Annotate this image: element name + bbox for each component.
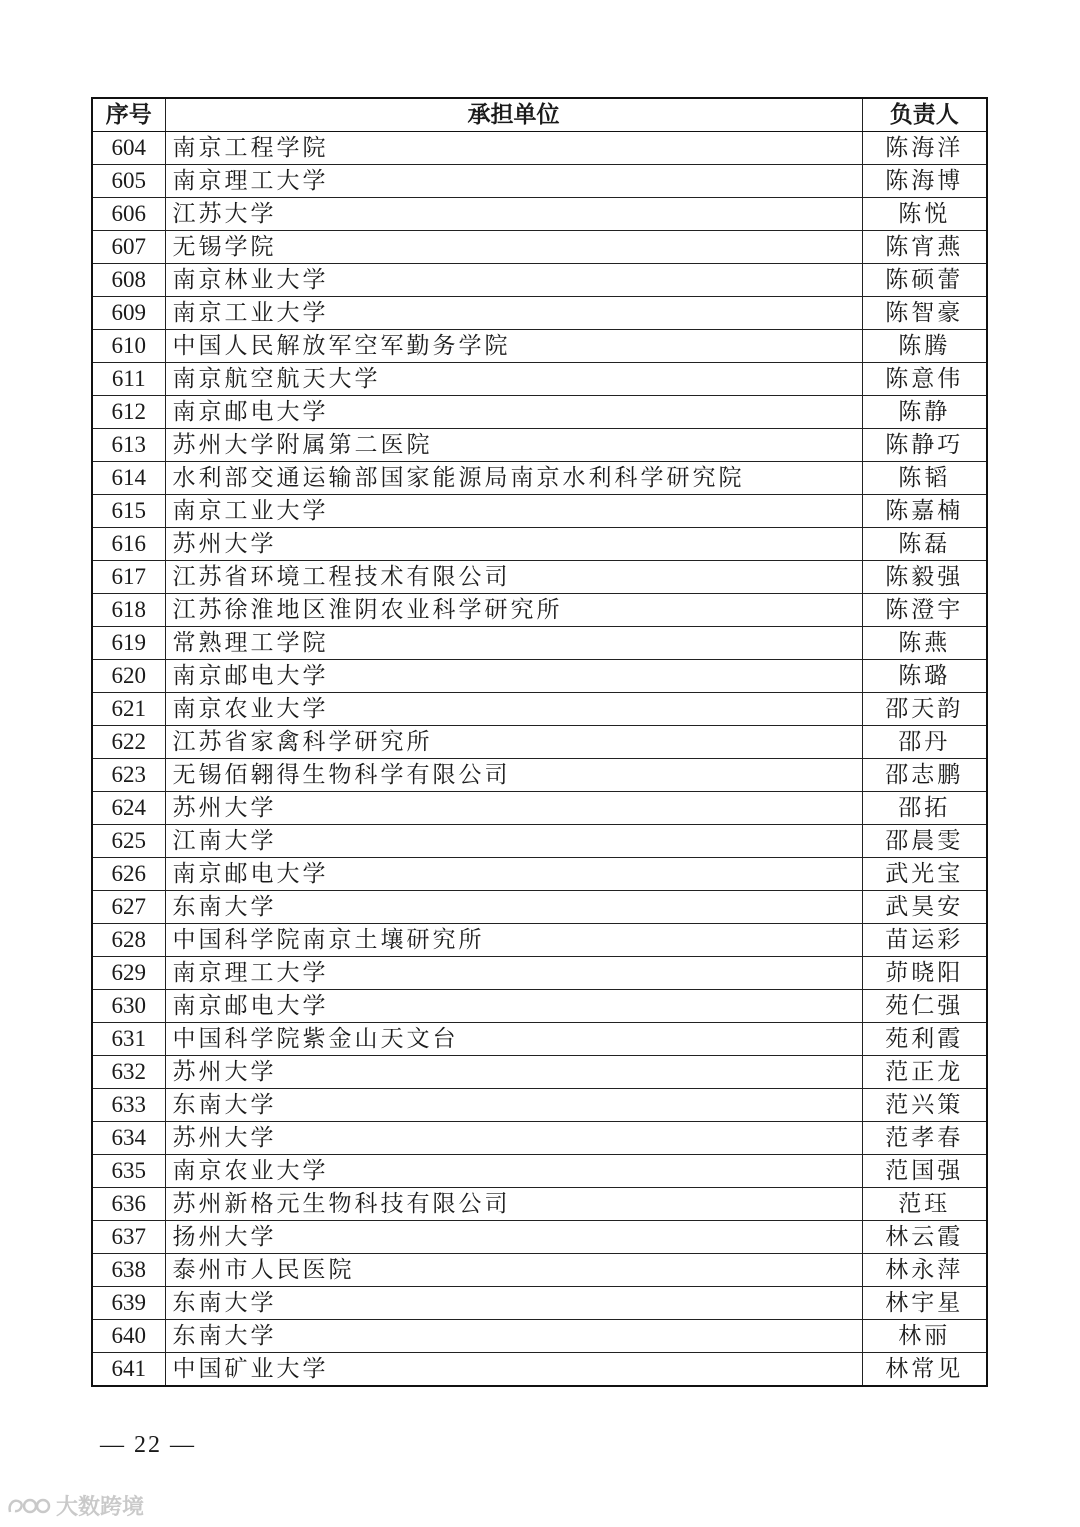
row-number: 626 xyxy=(92,858,165,891)
table-row xyxy=(92,660,987,693)
row-unit: 南京邮电大学 xyxy=(165,660,862,693)
row-unit: 中国科学院紫金山天文台 xyxy=(165,1023,862,1056)
row-person: 林常见 xyxy=(862,1353,987,1387)
row-person: 陈海博 xyxy=(862,165,987,198)
table-row xyxy=(92,363,987,396)
row-person: 邵丹 xyxy=(862,726,987,759)
row-number: 610 xyxy=(92,330,165,363)
row-number: 617 xyxy=(92,561,165,594)
row-number: 613 xyxy=(92,429,165,462)
row-unit: 无锡佰翱得生物科学有限公司 xyxy=(165,759,862,792)
row-number: 612 xyxy=(92,396,165,429)
table-row xyxy=(92,165,987,198)
row-person: 武昊安 xyxy=(862,891,987,924)
row-unit: 东南大学 xyxy=(165,891,862,924)
table-row xyxy=(92,1188,987,1221)
row-number: 624 xyxy=(92,792,165,825)
table-row xyxy=(92,990,987,1023)
row-person: 陈宵燕 xyxy=(862,231,987,264)
watermark xyxy=(6,1490,144,1521)
row-number: 619 xyxy=(92,627,165,660)
row-unit: 中国科学院南京土壤研究所 xyxy=(165,924,862,957)
row-person: 林宇星 xyxy=(862,1287,987,1320)
row-unit: 苏州大学 xyxy=(165,528,862,561)
header-number: 序号 xyxy=(92,98,165,132)
row-unit: 扬州大学 xyxy=(165,1221,862,1254)
row-unit: 苏州大学附属第二医院 xyxy=(165,429,862,462)
row-person: 邵天韵 xyxy=(862,693,987,726)
row-number: 632 xyxy=(92,1056,165,1089)
row-unit: 泰州市人民医院 xyxy=(165,1254,862,1287)
row-number: 608 xyxy=(92,264,165,297)
row-person: 范国强 xyxy=(862,1155,987,1188)
row-number: 640 xyxy=(92,1320,165,1353)
row-person: 陈硕蕾 xyxy=(862,264,987,297)
row-person: 陈海洋 xyxy=(862,132,987,165)
table-row xyxy=(92,198,987,231)
row-number: 605 xyxy=(92,165,165,198)
watermark-logo-icon xyxy=(6,1494,52,1518)
table-row xyxy=(92,528,987,561)
row-unit: 苏州新格元生物科技有限公司 xyxy=(165,1188,862,1221)
table-row xyxy=(92,726,987,759)
row-person: 邵志鹏 xyxy=(862,759,987,792)
row-person: 陈毅强 xyxy=(862,561,987,594)
row-number: 639 xyxy=(92,1287,165,1320)
row-unit: 南京工业大学 xyxy=(165,297,862,330)
row-number: 629 xyxy=(92,957,165,990)
table-row xyxy=(92,1287,987,1320)
row-person: 林永萍 xyxy=(862,1254,987,1287)
table-row xyxy=(92,825,987,858)
table-row xyxy=(92,924,987,957)
row-number: 616 xyxy=(92,528,165,561)
table-row xyxy=(92,594,987,627)
row-unit: 南京邮电大学 xyxy=(165,396,862,429)
row-number: 636 xyxy=(92,1188,165,1221)
row-person: 苗运彩 xyxy=(862,924,987,957)
row-unit: 南京工程学院 xyxy=(165,132,862,165)
personnel-table xyxy=(91,97,988,1387)
row-number: 628 xyxy=(92,924,165,957)
row-unit: 江苏徐淮地区淮阴农业科学研究所 xyxy=(165,594,862,627)
row-unit: 水利部交通运输部国家能源局南京水利科学研究院 xyxy=(165,462,862,495)
table-row xyxy=(92,264,987,297)
row-person: 陈悦 xyxy=(862,198,987,231)
row-number: 614 xyxy=(92,462,165,495)
row-number: 618 xyxy=(92,594,165,627)
table-row xyxy=(92,231,987,264)
row-number: 620 xyxy=(92,660,165,693)
row-unit: 南京邮电大学 xyxy=(165,990,862,1023)
table-row xyxy=(92,792,987,825)
table-row xyxy=(92,132,987,165)
row-person: 陈静 xyxy=(862,396,987,429)
table-row xyxy=(92,462,987,495)
table-row xyxy=(92,1254,987,1287)
row-number: 604 xyxy=(92,132,165,165)
row-number: 611 xyxy=(92,363,165,396)
row-person: 范珏 xyxy=(862,1188,987,1221)
row-person: 苑仁强 xyxy=(862,990,987,1023)
row-number: 641 xyxy=(92,1353,165,1387)
page-number: — 22 — xyxy=(100,1432,196,1458)
row-person: 范正龙 xyxy=(862,1056,987,1089)
row-number: 630 xyxy=(92,990,165,1023)
table-row xyxy=(92,891,987,924)
header-person: 负责人 xyxy=(862,98,987,132)
row-unit: 南京农业大学 xyxy=(165,693,862,726)
row-unit: 常熟理工学院 xyxy=(165,627,862,660)
row-number: 631 xyxy=(92,1023,165,1056)
table-row xyxy=(92,1353,987,1387)
row-person: 陈嘉楠 xyxy=(862,495,987,528)
row-unit: 南京理工大学 xyxy=(165,165,862,198)
row-unit: 江南大学 xyxy=(165,825,862,858)
row-unit: 江苏省环境工程技术有限公司 xyxy=(165,561,862,594)
row-unit: 苏州大学 xyxy=(165,1056,862,1089)
row-person: 茆晓阳 xyxy=(862,957,987,990)
table-row xyxy=(92,297,987,330)
row-unit: 南京林业大学 xyxy=(165,264,862,297)
table-row xyxy=(92,561,987,594)
row-number: 633 xyxy=(92,1089,165,1122)
row-unit: 东南大学 xyxy=(165,1320,862,1353)
row-number: 635 xyxy=(92,1155,165,1188)
table-row xyxy=(92,759,987,792)
table-row xyxy=(92,627,987,660)
row-person: 邵晨雯 xyxy=(862,825,987,858)
row-number: 627 xyxy=(92,891,165,924)
row-person: 范兴策 xyxy=(862,1089,987,1122)
table-row xyxy=(92,1221,987,1254)
row-unit: 江苏省家禽科学研究所 xyxy=(165,726,862,759)
row-number: 637 xyxy=(92,1221,165,1254)
table-row xyxy=(92,858,987,891)
row-person: 邵拓 xyxy=(862,792,987,825)
row-unit: 南京农业大学 xyxy=(165,1155,862,1188)
row-person: 陈腾 xyxy=(862,330,987,363)
row-number: 623 xyxy=(92,759,165,792)
table-body xyxy=(92,132,987,1387)
row-person: 林云霞 xyxy=(862,1221,987,1254)
row-person: 武光宝 xyxy=(862,858,987,891)
table-row xyxy=(92,1023,987,1056)
row-unit: 苏州大学 xyxy=(165,1122,862,1155)
table-row xyxy=(92,330,987,363)
watermark-text: 大数跨境 xyxy=(56,1495,145,1520)
table-row xyxy=(92,1056,987,1089)
row-person: 陈磊 xyxy=(862,528,987,561)
row-number: 621 xyxy=(92,693,165,726)
row-unit: 南京理工大学 xyxy=(165,957,862,990)
row-unit: 中国矿业大学 xyxy=(165,1353,862,1387)
row-unit: 苏州大学 xyxy=(165,792,862,825)
table-row xyxy=(92,1089,987,1122)
row-number: 638 xyxy=(92,1254,165,1287)
table-row xyxy=(92,1320,987,1353)
table-row xyxy=(92,693,987,726)
header-unit: 承担单位 xyxy=(165,98,862,132)
row-person: 林丽 xyxy=(862,1320,987,1353)
table-row xyxy=(92,1122,987,1155)
row-number: 609 xyxy=(92,297,165,330)
row-number: 615 xyxy=(92,495,165,528)
row-person: 陈韬 xyxy=(862,462,987,495)
row-unit: 南京邮电大学 xyxy=(165,858,862,891)
row-number: 607 xyxy=(92,231,165,264)
row-person: 陈智豪 xyxy=(862,297,987,330)
table-row xyxy=(92,495,987,528)
row-person: 陈璐 xyxy=(862,660,987,693)
table-row xyxy=(92,396,987,429)
table-row xyxy=(92,1155,987,1188)
row-number: 625 xyxy=(92,825,165,858)
row-number: 634 xyxy=(92,1122,165,1155)
row-number: 622 xyxy=(92,726,165,759)
row-person: 苑利霞 xyxy=(862,1023,987,1056)
row-person: 陈澄宇 xyxy=(862,594,987,627)
table-header-row xyxy=(92,98,987,132)
table-row xyxy=(92,957,987,990)
row-person: 陈静巧 xyxy=(862,429,987,462)
row-unit: 东南大学 xyxy=(165,1089,862,1122)
row-person: 陈燕 xyxy=(862,627,987,660)
row-unit: 南京工业大学 xyxy=(165,495,862,528)
row-unit: 南京航空航天大学 xyxy=(165,363,862,396)
row-person: 范孝春 xyxy=(862,1122,987,1155)
row-unit: 中国人民解放军空军勤务学院 xyxy=(165,330,862,363)
row-person: 陈意伟 xyxy=(862,363,987,396)
row-unit: 无锡学院 xyxy=(165,231,862,264)
row-number: 606 xyxy=(92,198,165,231)
row-unit: 东南大学 xyxy=(165,1287,862,1320)
table-row xyxy=(92,429,987,462)
row-unit: 江苏大学 xyxy=(165,198,862,231)
